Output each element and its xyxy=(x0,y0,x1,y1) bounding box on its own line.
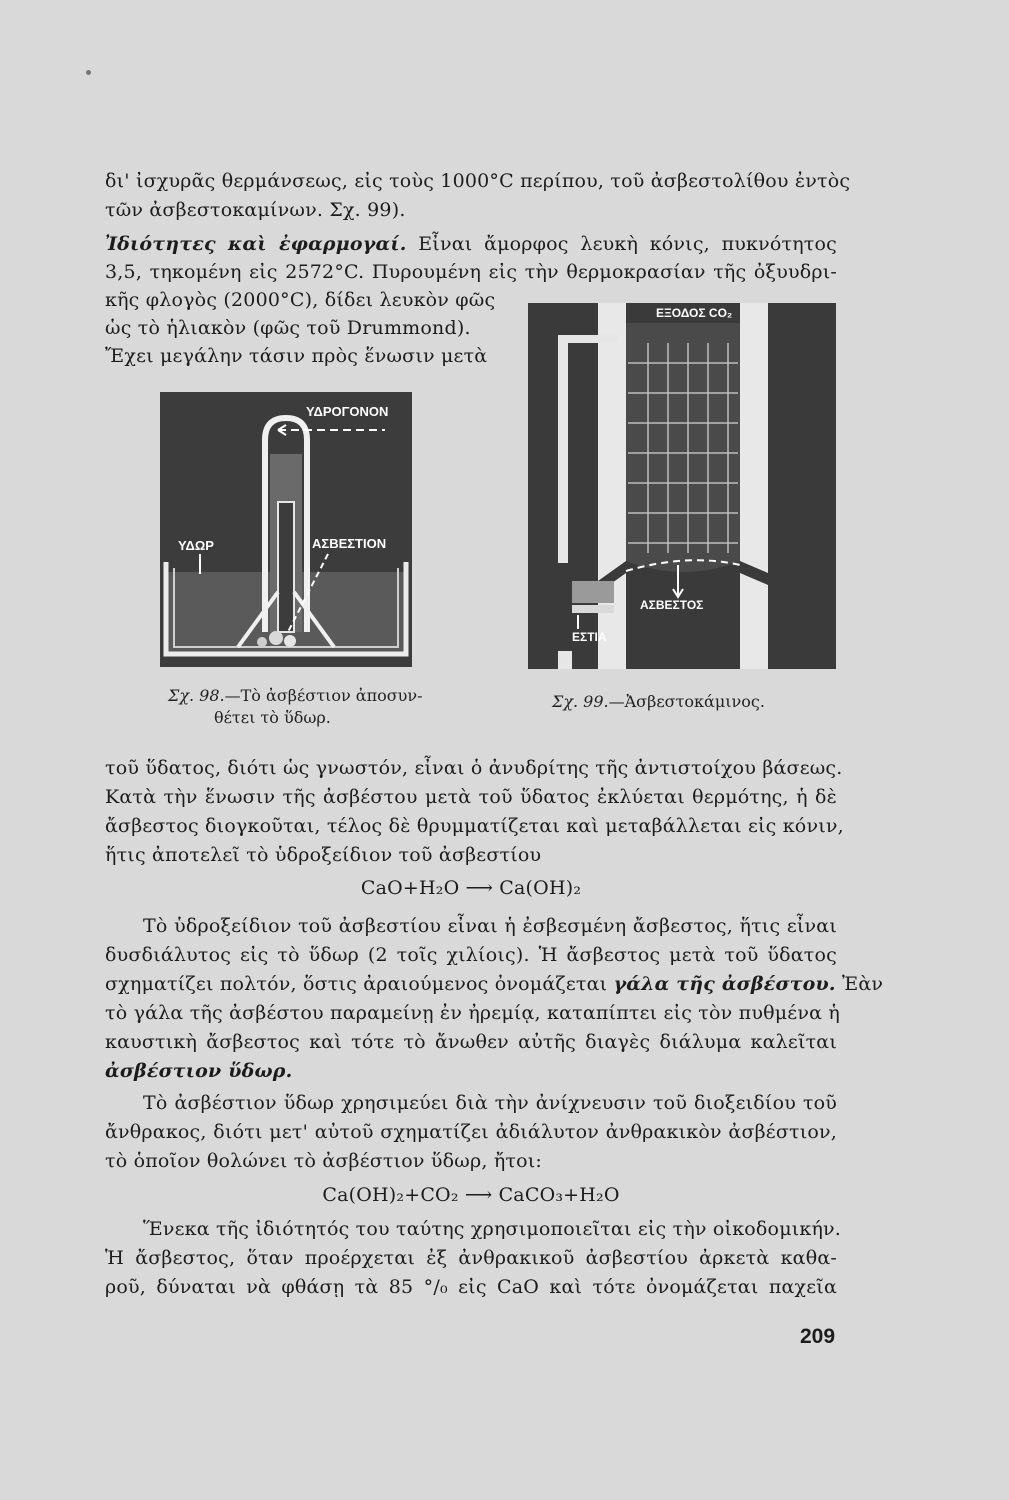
caption-text: —Ἀσβεστοκάμινος. xyxy=(608,692,765,711)
text-line: τὸ ὁποῖον θολώνει τὸ ἀσβέστιον ὕδωρ, ἤτοι: xyxy=(105,1150,543,1172)
text-line: ἥτις ἀποτελεῖ τὸ ὑδροξείδιον τοῦ ἀσβεστίου xyxy=(105,844,542,866)
page-number: 209 xyxy=(800,1325,836,1348)
text-line: ὡς τὸ ἡλιακὸν (φῶς τοῦ Drummond). xyxy=(105,317,471,339)
text-line: τὸ γάλα τῆς ἀσβέστου παραμείνῃ ἐν ἠρεμίᾳ, καταπίπτει εἰς τὸν πυθμένα ἡ xyxy=(105,1002,840,1024)
caption-number: Σχ. 99. xyxy=(552,692,609,711)
text-line: ἄσβεστος διογκοῦται, τέλος δὲ θρυμματίζεται καὶ μεταβάλλεται εἰς κόνιν, xyxy=(105,815,844,837)
text-line: Ἔχει μεγάλην τάσιν πρὸς ἕνωσιν μετὰ xyxy=(105,345,488,367)
milk-of-lime-line xyxy=(105,971,884,997)
label-hydrogen: ΥΔΡΟΓΟΝΟΝ xyxy=(306,404,389,419)
text-line: ἄνθρακος, διότι μετ' αὐτοῦ σχηματίζει ἀδιάλυτον ἀνθρακικὸν ἀσβέστιον, xyxy=(105,1121,837,1143)
text-line: ροῦ, δύναται νὰ φθάσῃ τὰ 85 °/₀ εἰς CaO καὶ τότε ὀνομάζεται παχεῖα xyxy=(105,1276,837,1298)
label-water: ΥΔΩΡ xyxy=(178,538,214,553)
label-calcium: ΑΣΒΕΣΤΙΟΝ xyxy=(312,536,387,551)
text-line: Ἕνεκα τῆς ἰδιότητός του ταύτης χρησιμοποιεῖται εἰς τὴν οἰκοδομικήν. xyxy=(143,1218,842,1240)
figure-99-lime-kiln xyxy=(528,303,836,669)
text-line: δι' ἰσχυρᾶς θερμάνσεως, εἰς τοὺς 1000°C περίπου, τοῦ ἀσβεστολίθου ἐντὸς xyxy=(105,170,851,192)
caption-number: Σχ. 98. xyxy=(168,686,225,705)
text-line: Τὸ ὑδροξείδιον τοῦ ἀσβεστίου εἶναι ἡ ἐσβεσμένη ἄσβεστος, ἥτις εἶναι xyxy=(143,915,837,937)
text-line: 3,5, τηκομένη εἰς 2572°C. Πυρουμένη εἰς τὴν θερμοκρασίαν τῆς ὀξυυδρι- xyxy=(105,261,837,283)
text-line: τῶν ἀσβεστοκαμίνων. Σχ. 99). xyxy=(105,199,406,221)
properties-line xyxy=(105,231,837,257)
properties-heading: Ἰδιότητες καὶ ἐφαρμογαί. xyxy=(105,233,407,255)
text-span: σχηματίζει πολτόν, ὅστις ἀραιούμενος ὀνομάζεται xyxy=(105,973,608,995)
figure-98-drawing xyxy=(160,392,412,667)
limewater-term: ἀσβέστιον ὕδωρ. xyxy=(105,1060,293,1082)
text-line: Ἡ ἄσβεστος, ὅταν προέρχεται ἐξ ἀνθρακικοῦ ἀσβεστίου ἀρκετὰ καθα- xyxy=(105,1247,837,1269)
equation-quicklime-water: CaO+H₂O ⟶ Ca(OH)₂ xyxy=(360,877,582,899)
speck xyxy=(86,70,91,75)
figure-99-drawing xyxy=(528,303,836,669)
milk-of-lime-term: γάλα τῆς ἀσβέστου. xyxy=(613,973,836,995)
text-line: καυστικὴ ἄσβεστος καὶ τότε τὸ ἄνωθεν αὐτῆς διαγὲς διάλυμα καλεῖται xyxy=(105,1031,837,1053)
caption-text: —Τὸ ἀσβέστιον ἀποσυν- xyxy=(224,686,423,705)
figure-98-caption xyxy=(168,686,423,706)
text-line: τοῦ ὕδατος, διότι ὡς γνωστόν, εἶναι ὁ ἀνυδρίτης τῆς ἀντιστοίχου βάσεως. xyxy=(105,757,843,779)
label-hearth: ΕΣΤΙΑ xyxy=(572,630,607,644)
text-line: Τὸ ἀσβέστιον ὕδωρ χρησιμεύει διὰ τὴν ἀνίχνευσιν τοῦ διοξειδίου τοῦ xyxy=(143,1092,837,1114)
text-line: δυσδιάλυτος εἰς τὸ ὕδωρ (2 τοῖς χιλίοις). Ἡ ἄσβεστος μετὰ τοῦ ὕδατος xyxy=(105,944,837,966)
text-line: Κατὰ τὴν ἕνωσιν τῆς ἀσβέστου μετὰ τοῦ ὕδατος ἐκλύεται θερμότης, ἡ δὲ xyxy=(105,786,837,808)
figure-98-caption-cont: θέτει τὸ ὕδωρ. xyxy=(214,708,331,727)
text-line: κῆς φλογὸς (2000°C), δίδει λευκὸν φῶς xyxy=(105,289,496,311)
label-lime: ΑΣΒΕΣΤΟΣ xyxy=(640,598,704,612)
label-exit-co2: ΕΞΟΔΟΣ CO₂ xyxy=(656,306,733,320)
figure-99-caption xyxy=(552,692,765,712)
text-span: Ἐὰν xyxy=(841,973,884,995)
text-span: Εἶναι ἄμορφος λευκὴ κόνις, πυκνότητος xyxy=(418,233,837,255)
figure-98-lime-decomposes-water xyxy=(160,392,412,667)
equation-limewater-co2: Ca(OH)₂+CO₂ ⟶ CaCO₃+H₂O xyxy=(322,1184,620,1206)
